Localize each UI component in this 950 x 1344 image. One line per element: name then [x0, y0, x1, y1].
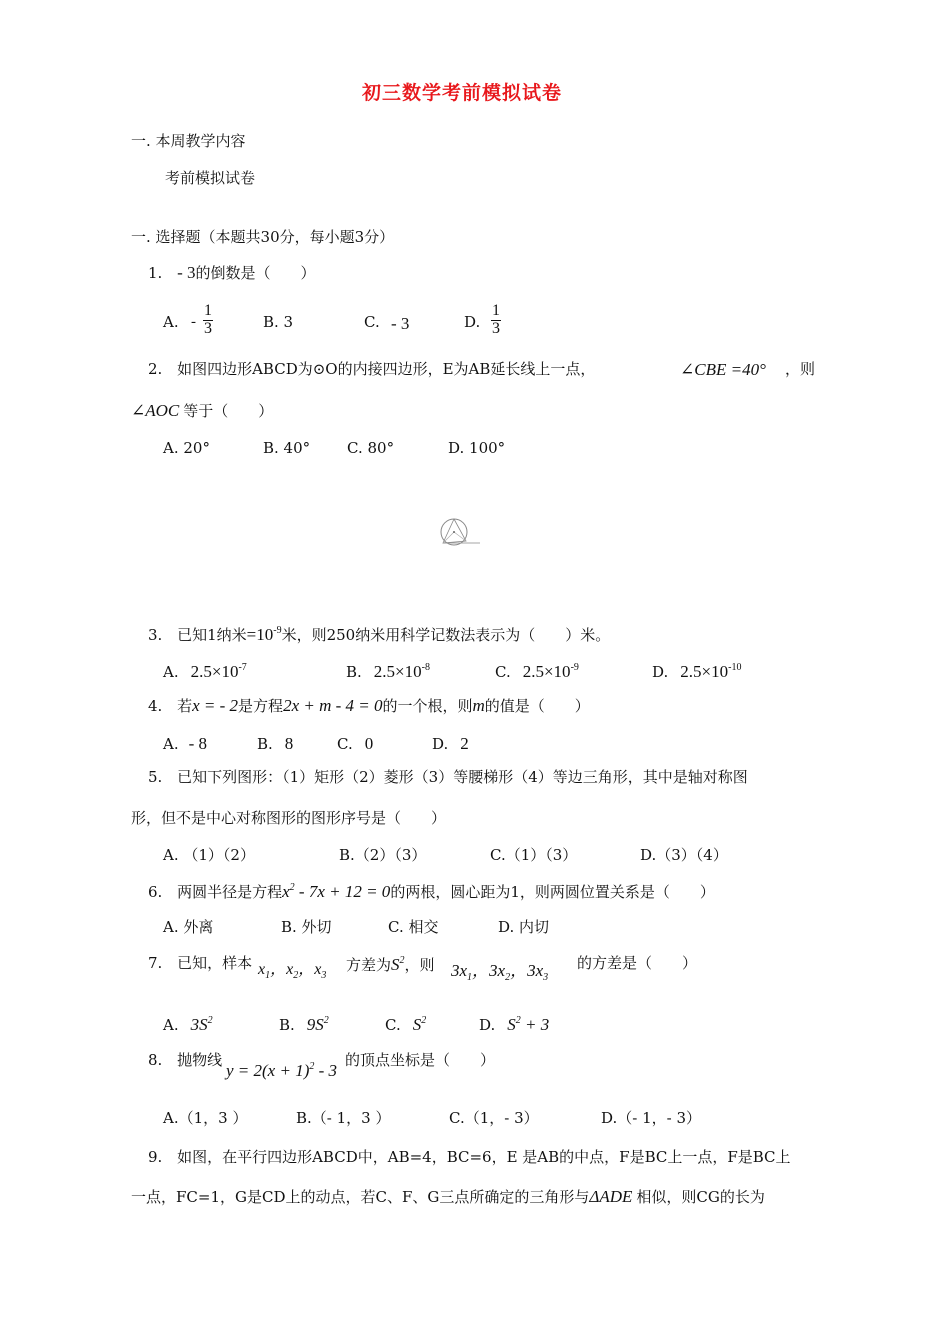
- angle-expression: ∠CBE =40°: [680, 360, 766, 379]
- question-2: [148, 362, 595, 377]
- question-9: [148, 1150, 791, 1165]
- option-b: B. $2.5\times 10^{-8}$: [346, 662, 430, 681]
- question-number: 7.: [148, 954, 163, 972]
- option-d-fraction: $\frac{1}{3}$: [492, 302, 500, 337]
- option-b: B. 3: [263, 313, 294, 331]
- option-b: B. 8: [257, 734, 294, 753]
- option-d: D.（- 1，- 3）: [601, 1109, 702, 1127]
- question-stem: 已知1纳米: [177, 626, 247, 644]
- math-expression: x = - 2: [192, 696, 239, 715]
- option-d: D. 2: [432, 734, 469, 753]
- option-a: A. 外离: [163, 918, 214, 936]
- question-stem: 方差为$S^2$，则: [346, 955, 435, 974]
- question-number: 2.: [148, 360, 163, 378]
- question-stem: 形，但不是中心对称图形的图形序号是（ ）: [131, 809, 447, 827]
- option-d: D. 内切: [498, 918, 550, 936]
- option-a-fraction: $\frac{1}{3}$: [204, 302, 212, 337]
- question-stem: 的顶点坐标是（ ）: [345, 1051, 496, 1069]
- sample-values: $x_1$，$x_2$，$x_3$: [258, 961, 327, 981]
- question-stem: 相似，则CG的长为: [636, 1188, 765, 1206]
- question-number: 6.: [148, 883, 163, 901]
- parabola-equation: $y = 2(x + 1)^2 - 3$: [226, 1061, 338, 1080]
- question-stem: 已知下列图形：（1）矩形（2）菱形（3）等腰梯形（4）等边三角形，其中是轴对称图: [177, 768, 748, 786]
- option-d-label: D.: [464, 313, 481, 331]
- option-a-label: A.: [163, 313, 179, 331]
- question-2-line2: [131, 402, 273, 419]
- option-c: C. 0: [337, 734, 374, 753]
- question-number: 9.: [148, 1148, 163, 1166]
- question-7: [148, 956, 252, 971]
- option-d: D. $2.5\times 10^{-10}$: [652, 662, 742, 681]
- question-8: [148, 1053, 222, 1068]
- question-9-line2: [131, 1188, 765, 1205]
- question-stem: 两圆半径是方程: [177, 883, 283, 901]
- option-b: B.（- 1，3 ）: [296, 1109, 391, 1127]
- option-c: C.（1，- 3）: [449, 1109, 539, 1127]
- section-heading: 一. 本周教学内容: [131, 132, 246, 150]
- option-c: C. 80°: [347, 439, 395, 457]
- option-a-sign: -: [191, 314, 196, 330]
- option-c: C. 相交: [388, 918, 439, 936]
- math-expression: $=10^{-9}$: [246, 625, 282, 644]
- question-stem: 是方程: [238, 697, 284, 715]
- option-c-value: - 3: [391, 314, 410, 333]
- option-b: B. $9S^2$: [279, 1015, 329, 1034]
- option-a: A.（1，3 ）: [163, 1109, 248, 1127]
- option-c-label: C.: [364, 313, 380, 331]
- question-stem: 的两根，圆心距为1，则两圆位置关系是（ ）: [390, 883, 715, 901]
- question-number: 8.: [148, 1051, 163, 1069]
- question-stem: 若: [177, 697, 193, 715]
- math-expression: - 3: [177, 263, 196, 282]
- question-stem: ，则: [785, 360, 816, 378]
- option-d: D. $S^2 + 3$: [479, 1015, 550, 1034]
- question-stem: 米，则250纳米用科学记数法表示为（ ）米。: [281, 626, 611, 644]
- option-b: B.（2）（3）: [339, 846, 427, 864]
- option-c: C. $2.5\times 10^{-9}$: [495, 662, 579, 681]
- option-a: A. $3S^2$: [163, 1015, 213, 1034]
- option-d: D.（3）（4）: [640, 846, 728, 864]
- option-c: C.（1）（3）: [490, 846, 578, 864]
- question-stem: 已知，样本: [177, 954, 253, 972]
- circle-quadrilateral-figure: [434, 512, 484, 552]
- option-a: A. - 8: [163, 734, 208, 753]
- page-title: 初三数学考前模拟试卷: [362, 82, 563, 104]
- question-stem: 一点，FC=1，G是CD上的动点，若C、F、G三点所确定的三角形与: [131, 1188, 590, 1206]
- option-a: A. （1）（2）: [163, 846, 255, 864]
- question-1: [148, 264, 316, 281]
- option-c: C. $S^2$: [385, 1015, 427, 1034]
- math-expression: 2x + m - 4 = 0: [283, 696, 383, 715]
- question-5: [148, 770, 748, 785]
- section-content: 考前模拟试卷: [165, 169, 256, 187]
- question-stem: 的方差是（ ）: [577, 954, 698, 972]
- question-stem: 的值是（ ）: [484, 697, 590, 715]
- option-a: A. $2.5\times 10^{-7}$: [163, 662, 247, 681]
- question-stem: 抛物线: [177, 1051, 223, 1069]
- question-number: 5.: [148, 768, 163, 786]
- question-number: 3.: [148, 626, 163, 644]
- question-3: [148, 626, 610, 643]
- question-stem: 等于（ ）: [183, 402, 274, 420]
- triangle-expression: ΔADE: [589, 1187, 633, 1206]
- transformed-sample: $3x_1$，$3x_2$，$3x_3$: [451, 961, 549, 983]
- question-stem: 如图，在平行四边形ABCD中，AB=4，BC=6，E 是AB的中点，F是BC上一点，F是BC上: [177, 1148, 791, 1166]
- question-number: 4.: [148, 697, 163, 715]
- section-heading: 一. 选择题（本题共30分，每小题3分）: [131, 228, 395, 246]
- question-number: 1.: [148, 264, 163, 282]
- math-variable: m: [472, 696, 485, 715]
- option-d: D. 100°: [448, 439, 506, 457]
- math-expression: $x^2 - 7x + 12 = 0$: [282, 882, 391, 901]
- option-b: B. 40°: [263, 439, 311, 457]
- question-stem: 的倒数是（ ）: [195, 264, 316, 282]
- angle-expression: ∠AOC: [131, 401, 180, 420]
- question-stem: 的一个根，则: [382, 697, 473, 715]
- option-b: B. 外切: [281, 918, 332, 936]
- question-4: [148, 697, 590, 714]
- question-6: [148, 883, 715, 900]
- option-a: A. 20°: [163, 439, 210, 457]
- question-stem: 如图四边形ABCD为⊙O的内接四边形，E为AB延长线上一点，: [177, 360, 596, 378]
